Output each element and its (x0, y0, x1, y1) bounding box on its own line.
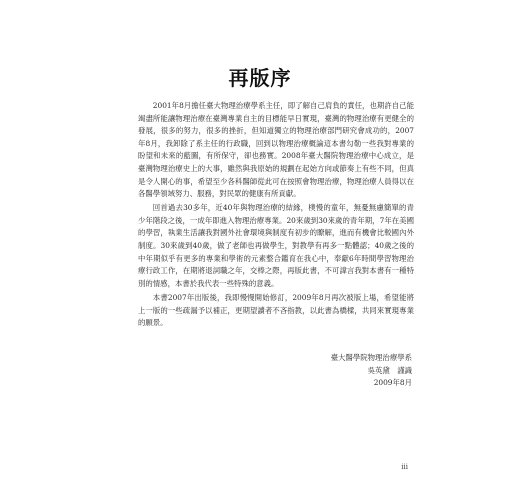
page-title: 再版序 (228, 66, 292, 90)
signature-organization: 臺大醫學院物理治療學系 (330, 353, 412, 362)
paragraph-2: 回首過去30多年，近40年與物理治療的結緣，樸慢的童年，無憂無慮簡單的青少年階段之後，一成年即進入物理治療專業。20來歲到30來歲的青年期，7年在美國的學習，執業生活讓我對國外社會環境與制度有初步的瞭解，進而有機會比較國內外制度。30來歲到40歲，做了老師也再做學生，對教學有再多一點體認；40歲之後的中年期似乎有更多的專業和學術的元素整合鑑育在我心中，奉獻6年時間學習物理治療行政工作，在期將退詞職之年，交棒之際，再版此書，不可諱言我對本書有一種特別的情感，本書於我代表一些特殊的意義。 (138, 203, 414, 288)
signature-date: 2009年8月 (373, 378, 412, 388)
paragraph-1: 2001年8月擔任臺大物理治療學系主任，即了解自己肩負的責任，也期許自己能竭盡所能讓物理治療在臺灣專業自主的目標能早日實現，臺灣的物理治療有更健全的發展，很多的努力，很多的挫折，但知道獨立的物理治療部門研究會成功的，2007年8月，我卸除了系主任的行政職，回到以物理治療概論這本書勾勒一些我對專業的盼望和未來的藍圖，有所保守，卻也務實。2008年臺大醫院物理治療中心成立，是臺灣物理治療史上的大事，雖然與我原始的規劃在起始方向或節奏上有些不同，但真是令人開心的事，希望至少各科醫師從此可在按照會物理治療，物理治療人員得以在各醫學領域努力、服務，對民眾的健康有所貢獻。 (138, 101, 414, 199)
signature-block (331, 352, 412, 390)
signature-author: 吳英黛 謹識 (367, 365, 412, 375)
paragraph-3: 本書2007年出版後，我即慢慢開始修訂，2009年8月再次被版上場，希望能將上一版的一些疏漏予以補正，更期望讀者不吝指教，以此書為橋樑，共同來實現專業的願景。 (138, 292, 414, 328)
page-number: iii (401, 463, 408, 471)
preface-body (138, 100, 414, 331)
